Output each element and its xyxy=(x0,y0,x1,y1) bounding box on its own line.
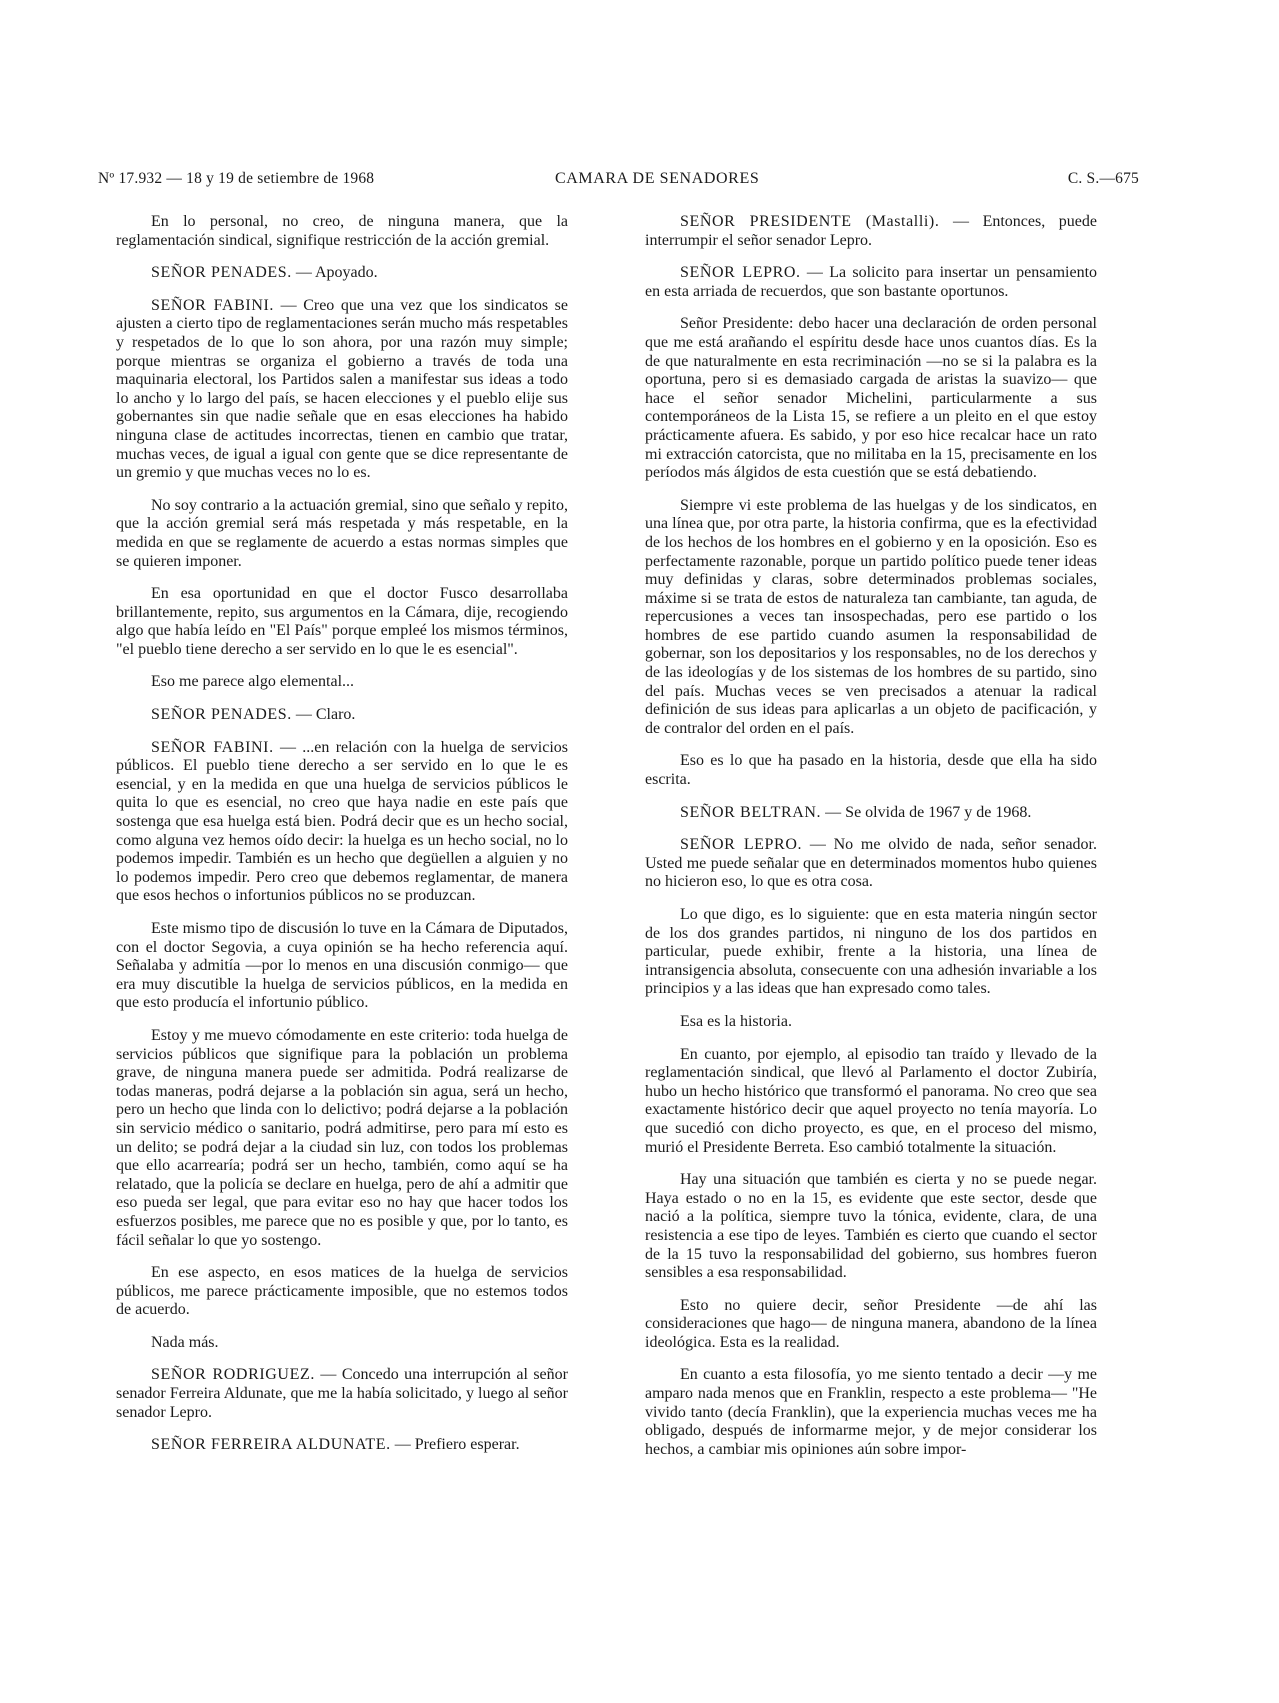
paragraph-text: En cuanto a esta filosofía, yo me siento tentado a decir —y me amparo nada menos que en Franklin, respecto a este problema— "He vivido tanto (decía Franklin), que la experiencia muchas veces me ha obligado, después de informarme mejor, y de mejor considerar los hechos, a cambiar mis opiniones aún sobre impor- xyxy=(645,1366,1097,1458)
page-number: C. S.—675 xyxy=(1067,170,1139,187)
paragraph-text: — No me olvido de nada, señor senador. Usted me puede señalar que en determinados momentos hubo quienes no hicieron eso, lo que es otra cosa. xyxy=(645,836,1098,891)
paragraph xyxy=(645,213,1097,250)
paragraph-text: En cuanto, por ejemplo, al episodio tan traído y llevado de la reglamentación sindical, que llevó al Parlamento el doctor Zubiría, hubo un hecho histórico que transformó el panorama. No creo que sea exactamente histórico decir que aquel proyecto no tenía mayoría. Lo que sucedió con dicho proyecto, es que, en el proceso del mismo, murió el Presidente Berreta. Eso cambió totalmente la situación. xyxy=(645,1045,1097,1156)
speaker-name: SEÑOR BELTRAN. xyxy=(680,803,822,821)
paragraph xyxy=(645,804,1097,823)
paragraph-text: No soy contrario a la actuación gremial, sino que señalo y repito, que la acción gremial será más respetada y más respetable, en la medida en que se reglamente de acuerdo a estas normas simples que se quieren imponer. xyxy=(116,496,568,570)
paragraph xyxy=(116,264,568,283)
paragraph-text: — La solicito para insertar un pensamiento en esta arriada de recuerdos, que son bastante oportunos. xyxy=(645,264,1098,300)
speaker-name: SEÑOR LEPRO. xyxy=(680,264,801,282)
paragraph-text: En lo personal, no creo, de ninguna manera, que la reglamentación sindical, signifique restricción de la acción gremial. xyxy=(116,213,568,249)
paragraph xyxy=(645,836,1097,892)
paragraph-text: Señor Presidente: debo hacer una declaración de orden personal que me está arañando el espíritu desde hace unos cuantos días. Es la de que naturalmente en esta recriminación —no se si la palabra es la oportuna, pero si es demasiado cargada de aristas la suavizo— que hace el señor senador Michelini, particularmente a sus contemporáneos de la Lista 15, se refiere a un pleito en el que estoy prácticamente afuera. Es sabido, y por eso hice recalcar hace un rato mi extracción catorcista, que no militaba en la 15, precisamente en los períodos más álgidos de esta cuestión que se está debatiendo. xyxy=(645,315,1097,482)
paragraph-text: — Se olvida de 1967 y de 1968. xyxy=(821,803,1032,821)
paragraph xyxy=(645,497,1097,739)
speaker-name: SEÑOR LEPRO. xyxy=(680,836,803,854)
paragraph-text: Este mismo tipo de discusión lo tuve en la Cámara de Diputados, con el doctor Segovia, a cuya opinión se ha hecho referencia aquí. Señalaba y admitía —por lo menos en una discusión conmigo— que era muy discutible la huelga de servicios públicos, en la medida en que esto producía el infortunio público. xyxy=(116,920,568,1012)
paragraph-text: — Entonces, puede interrumpir el señor senador Lepro. xyxy=(645,213,1097,249)
paragraph-text: — Creo que una vez que los sindicatos se ajusten a cierto tipo de reglamentaciones serán mucho más respetables y respetados de lo que lo son ahora, por una razón muy simple; porque mientras se organiza el gobierno a través de toda una maquinaria electoral, los Partidos salen a manifestar sus ideas a todo lo ancho y lo largo del país, se hacen elecciones y el pueblo elije sus gobernantes sin que nadie señale que en esas elecciones ha habido ninguna clase de actitudes incorrectas, tienen en cambio que tratar, muchas veces, de igual a igual con gente que se dice representante de un gremio y que muchas veces no lo es. xyxy=(116,296,568,482)
paragraph xyxy=(116,1436,568,1455)
paragraph xyxy=(645,264,1097,301)
speaker-name: SEÑOR PENADES. xyxy=(151,706,292,724)
paragraph xyxy=(116,739,568,906)
paragraph xyxy=(116,497,568,571)
paragraph-text: — Claro. xyxy=(291,706,356,724)
speaker-name: SEÑOR FABINI. xyxy=(151,738,274,756)
paragraph xyxy=(116,673,568,692)
paragraph xyxy=(116,213,568,250)
paragraph-text: Esto no quiere decir, señor Presidente —de ahí las consideraciones que hago— de ninguna manera, abandono de la línea ideológica. Esta es la realidad. xyxy=(645,1296,1097,1351)
speaker-name: SEÑOR PRESIDENTE (Mastalli). xyxy=(680,213,940,230)
paragraph xyxy=(645,315,1097,482)
paragraph-text: Eso es lo que ha pasado en la historia, desde que ella ha sido escrita. xyxy=(645,752,1097,789)
speaker-name: SEÑOR RODRIGUEZ. xyxy=(151,1366,315,1384)
paragraph-text: — ...en relación con la huelga de servicios públicos. El pueblo tiene derecho a ser servido en lo que le es esencial, y en la medida en que una huelga de servicios públicos le quita lo que es esencial, no creo que haya nadie en este país que sostenga que esa huelga está bien. Podrá decir que es un hecho social, como alguna vez hemos oído decir: la huelga es un hecho social, no lo podemos impedir. También es un hecho que degüellen a alguien y no lo podemos impedir. Pero creo que debemos reglamentar, de manera que esos hechos o infortunios públicos no se produzcan. xyxy=(116,738,568,905)
paragraph xyxy=(645,1046,1097,1158)
paragraph-text: Lo que digo, es lo siguiente: que en esta materia ningún sector de los dos grandes partidos, ni ninguno de los dos partidos en particular, puede exhibir, frente a la historia, una línea de intransigencia absoluta, consecuente con una adhesión invariable a los principios y a las ideas que han expresado como tales. xyxy=(645,906,1097,998)
chamber-title: CAMARA DE SENADORES xyxy=(555,170,760,187)
paragraph-text: Esa es la historia. xyxy=(680,1012,792,1030)
paragraph xyxy=(645,1171,1097,1283)
speaker-name: SEÑOR PENADES. xyxy=(151,264,292,282)
paragraph xyxy=(645,906,1097,999)
speaker-name: SEÑOR FABINI. xyxy=(151,296,274,314)
paragraph-text: Estoy y me muevo cómodamente en este criterio: toda huelga de servicios públicos que signifique para la población un problema grave, de ninguna manera puede ser admitida. Podrá realizarse de todas maneras, podrá dejarse a la población sin agua, será un hecho, pero un hecho que linda con lo delictivo; podrá dejarse a la población sin servicio médico o sanitario, podrá admitirse, pero para mí esto es un delito; se podrá dejar a la ciudad sin luz, con todos los problemas que ello acarrearía; podrá ser un hecho, también, como aquí se ha relatado, que la policía se declare en huelga, pero de ahí a admitir que eso pueda ser legal, que para evitar eso no hay que hacer todos los esfuerzos posibles, me parece que no es posible y que, por lo tanto, es fácil señalar lo que yo sostengo. xyxy=(116,1026,568,1249)
paragraph xyxy=(645,1013,1097,1032)
paragraph xyxy=(116,585,568,659)
issue-date: Nº 17.932 — 18 y 19 de setiembre de 1968 xyxy=(98,170,375,187)
paragraph xyxy=(116,1027,568,1250)
page-header xyxy=(98,170,1139,194)
paragraph-text: Hay una situación que también es cierta y no se puede negar. Haya estado o no en la 15, es evidente que este sector, desde que nació a la política, siempre tuvo la tónica, evidente, clara, de una resistencia a ese tipo de leyes. También es cierto que cuando el sector de la 15 tuvo la responsabilidad del gobierno, sus hombres fueron sensibles a esa responsabilidad. xyxy=(645,1171,1097,1282)
paragraph-text: Nada más. xyxy=(151,1333,219,1351)
paragraph xyxy=(116,706,568,725)
paragraph-text: — Concedo una interrupción al señor senador Ferreira Aldunate, que me la había solicitado, y luego al señor senador Lepro. xyxy=(116,1366,568,1421)
right-column xyxy=(645,213,1097,1473)
paragraph-text: — Prefiero esperar. xyxy=(390,1436,520,1454)
paragraph xyxy=(116,1264,568,1320)
speaker-name: SEÑOR FERREIRA ALDUNATE. xyxy=(151,1436,391,1454)
paragraph xyxy=(116,920,568,1013)
paragraph xyxy=(645,752,1097,789)
paragraph-text: En esa oportunidad en que el doctor Fusco desarrollaba brillantemente, repito, sus argumentos en la Cámara, dije, recogiendo algo que había leído en "El País" porque empleé los mismos términos, "el pueblo tiene derecho a ser servido en lo que le es esencial". xyxy=(116,585,568,658)
paragraph xyxy=(116,297,568,483)
paragraph-text: — Apoyado. xyxy=(291,264,378,282)
paragraph xyxy=(645,1297,1097,1353)
left-column xyxy=(116,213,568,1469)
paragraph-text: En ese aspecto, en esos matices de la huelga de servicios públicos, me parece prácticamente imposible, que no estemos todos de acuerdo. xyxy=(116,1264,568,1319)
paragraph xyxy=(116,1366,568,1422)
paragraph-text: Siempre vi este problema de las huelgas y de los sindicatos, en una línea que, por otra parte, la historia confirma, que es la efectividad de los hechos de los hombres en el gobierno y en la oposición. Eso es perfectamente razonable, porque un partido político puede tener ideas muy definidas y claras, sobre determinados problemas sociales, máxime si se trata de estos de naturaleza tan cambiante, tan aguda, de repercusiones a veces tan insospechadas, pero ese partido o los hombres de ese partido cuando asumen la responsabilidad de gobernar, son los depositarios y los responsables, no de los derechos y de las ideologías y de los sistemas de los hombres de su partido, sino del país. Muchas veces se ven precisados a atenuar la radical definición de sus ideas para aplicarlas a un objeto de pacificación, y de contralor del orden en el país. xyxy=(645,496,1097,737)
paragraph-text: Eso me parece algo elemental... xyxy=(151,673,355,691)
paragraph xyxy=(116,1334,568,1353)
paragraph xyxy=(645,1366,1097,1459)
